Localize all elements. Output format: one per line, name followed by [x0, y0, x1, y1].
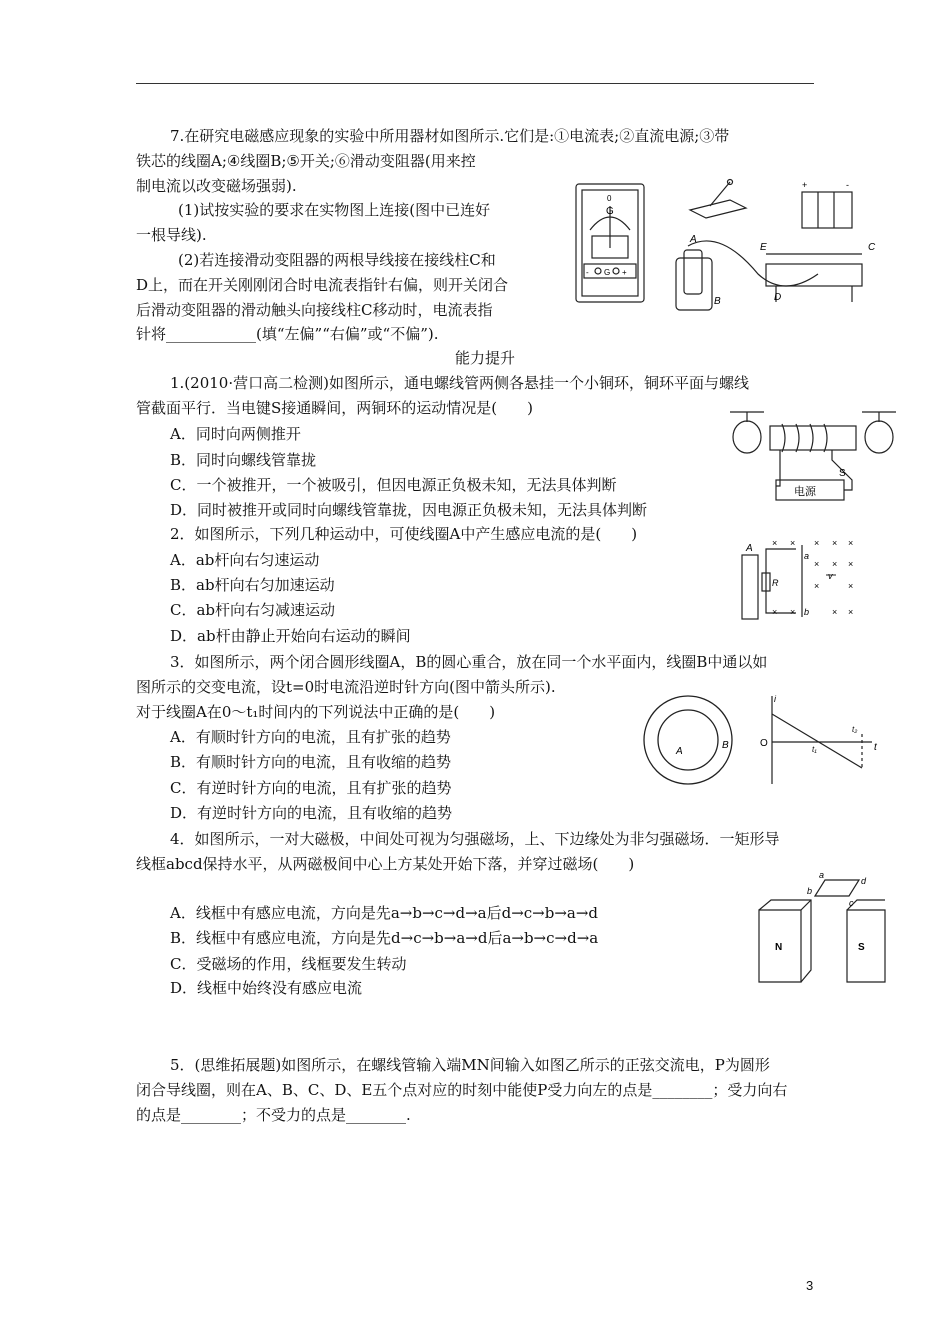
p3-option-d: D．有逆时针方向的电流，且有收缩的趋势: [170, 804, 453, 822]
p2-rod-a-label: a: [804, 551, 810, 561]
coils: [676, 241, 818, 310]
p4-frame-d-label: d: [861, 876, 867, 886]
p3-line-3: 对于线圈A在0～t₁时间内的下列说法中正确的是( ): [136, 703, 496, 721]
meter-terminal-g: G: [604, 268, 611, 277]
meter-terminal-plus: +: [622, 268, 627, 277]
p4-line-2: 线框abcd保持水平，从两磁极间中心上方某处开始下落，并穿过磁场( ): [136, 855, 635, 873]
p1-option-b: B．同时向螺线管靠拢: [170, 451, 317, 469]
p3-rings-figure: [640, 690, 890, 790]
q7-line-2: 铁芯的线圈A;④线圈B;⑤开关;⑥滑动变阻器(用来控: [136, 152, 476, 170]
q7-part2-line-4: 针将____________(填“左偏”“右偏”或“不偏”).: [136, 325, 439, 343]
field-mark: ×: [790, 607, 796, 617]
p2-rod-b-label: b: [804, 607, 810, 617]
field-mark: ×: [814, 581, 820, 591]
p3-option-c: C．有逆时针方向的电流，且有扩张的趋势: [170, 779, 452, 797]
rheostat-e-label: E: [760, 242, 767, 253]
meter-terminal-minus: -: [586, 268, 589, 277]
p4-frame-a-label: a: [819, 870, 825, 880]
p3-t2-label: t₂: [852, 725, 858, 734]
p3-line-2: 图所示的交变电流，设t=0时电流沿逆时针方向(图中箭头所示).: [136, 678, 556, 696]
field-mark: ×: [790, 538, 796, 548]
p1-switch-label: S: [839, 468, 846, 479]
q7-part1-line-1: (1)试按实验的要求在实物图上连接(图中已连好: [178, 201, 491, 219]
field-mark: ×: [814, 559, 820, 569]
p2-option-c: C．ab杆向右匀减速运动: [170, 601, 336, 619]
p2-resistor-label: R: [772, 578, 779, 588]
p2-velocity-label: v: [828, 571, 833, 581]
rheostat-c-label: C: [868, 242, 876, 253]
battery: [802, 192, 852, 228]
p4-line-1: 4．如图所示，一对大磁极，中间处可视为匀强磁场，上、下边缘处为非匀强磁场．一矩形导: [170, 830, 780, 848]
field-mark: ×: [848, 581, 854, 591]
field-mark: ×: [848, 538, 854, 548]
p4-pole-s-label: S: [858, 942, 865, 953]
p3-line-1: 3．如图所示，两个闭合圆形线圈A，B的圆心重合，放在同一个水平面内，线圈B中通以如: [170, 653, 768, 671]
p5-line-1: 5．(思维拓展题)如图所示，在螺线管输入端MN间输入如图乙所示的正弦交流电，P为圆形: [170, 1056, 770, 1074]
p3-ring-b-label: B: [722, 740, 729, 751]
meter-zero-label: 0: [607, 194, 612, 203]
battery-plus-sign: +: [802, 180, 808, 190]
p2-line-1: 2．如图所示，下列几种运动中，可使线圈A中产生感应电流的是( ): [170, 525, 638, 543]
p5-line-2: 闭合导线圈，则在A、B、C、D、E五个点对应的时刻中能使P受力向左的点是________；受力向右: [136, 1081, 788, 1099]
p2-option-a: A．ab杆向右匀速运动: [170, 551, 320, 569]
coil-a-label: A: [690, 234, 697, 245]
p2-option-d: D．ab杆由静止开始向右运动的瞬间: [170, 627, 411, 645]
p2-coil-a-label: A: [746, 543, 753, 554]
p4-frame-b-label: b: [807, 886, 813, 896]
p1-solenoid-figure: [722, 410, 902, 520]
p4-option-d: D．线框中始终没有感应电流: [170, 979, 363, 997]
p4-option-c: C．受磁场的作用，线框要发生转动: [170, 955, 407, 973]
battery-minus-sign: -: [846, 180, 849, 190]
field-mark: ×: [772, 607, 778, 617]
p1-option-a: A．同时向两侧推开: [170, 425, 301, 443]
q7-apparatus-figure: [570, 178, 880, 328]
p2-rail-figure: [736, 535, 866, 625]
q7-line-3: 制电流以改变磁场强弱).: [136, 177, 297, 195]
p3-axis-t-label: t: [874, 742, 877, 753]
p4-option-a: A．线框中有感应电流，方向是先a→b→c→d→a后d→c→b→a→d: [170, 904, 599, 922]
q7-line-1: 7.在研究电磁感应现象的实验中所用器材如图所示.它们是:①电流表;②直流电源;③带: [170, 127, 730, 145]
p1-line-1: 1.(2010·营口高二检测)如图所示，通电螺线管两侧各悬挂一个小铜环，铜环平面与螺线: [170, 374, 749, 392]
p3-axis-i-label: i: [774, 694, 776, 704]
q7-part2-line-2: D上，而在开关刚刚闭合时电流表指针右偏，则开关闭合: [136, 276, 509, 294]
header-rule: [136, 83, 814, 84]
field-mark: ×: [832, 607, 838, 617]
p3-option-b: B．有顺时针方向的电流，且有收缩的趋势: [170, 753, 452, 771]
p4-option-b: B．线框中有感应电流，方向是先d→c→b→a→d后a→b→c→d→a: [170, 929, 599, 947]
p4-frame-c-label: c: [849, 898, 854, 908]
p1-option-c: C．一个被推开，一个被吸引，但因电源正负极未知，无法具体判断: [170, 476, 617, 494]
q7-part2-line-3: 后滑动变阻器的滑动触头向接线柱C移动时，电流表指: [136, 301, 493, 319]
field-mark: ×: [832, 559, 838, 569]
p3-axis-origin-label: O: [760, 738, 768, 749]
meter-g-label: G: [606, 206, 614, 217]
p1-source-label: 电源: [794, 486, 816, 498]
q7-part2-line-1: (2)若连接滑动变阻器的两根导线接在接线柱C和: [178, 251, 496, 269]
p4-pole-n-label: N: [775, 942, 783, 953]
p3-ring-a-label: A: [676, 746, 683, 757]
switch: [690, 180, 746, 219]
p1-option-d: D．同时被推开或同时向螺线管靠拢，因电源正负极未知，无法具体判断: [170, 501, 648, 519]
p3-t1-label: t₁: [812, 745, 817, 754]
field-mark: ×: [848, 559, 854, 569]
p4-magnet-figure: [755, 870, 885, 990]
coil-b-label: B: [714, 296, 721, 307]
field-mark: ×: [814, 538, 820, 548]
field-mark: ×: [832, 538, 838, 548]
page-number: 3: [806, 1278, 814, 1293]
p3-option-a: A．有顺时针方向的电流，且有扩张的趋势: [170, 728, 451, 746]
rheostat-d-label: D: [774, 292, 782, 303]
field-mark: ×: [772, 538, 778, 548]
p5-line-3: 的点是________；不受力的点是________.: [136, 1106, 411, 1124]
q7-part1-line-2: 一根导线).: [136, 226, 207, 244]
p2-option-b: B．ab杆向右匀加速运动: [170, 576, 335, 594]
section-heading: 能力提升: [455, 349, 516, 367]
field-mark: ×: [848, 607, 854, 617]
p1-line-2: 管截面平行．当电键S接通瞬间，两铜环的运动情况是( ): [136, 399, 533, 417]
